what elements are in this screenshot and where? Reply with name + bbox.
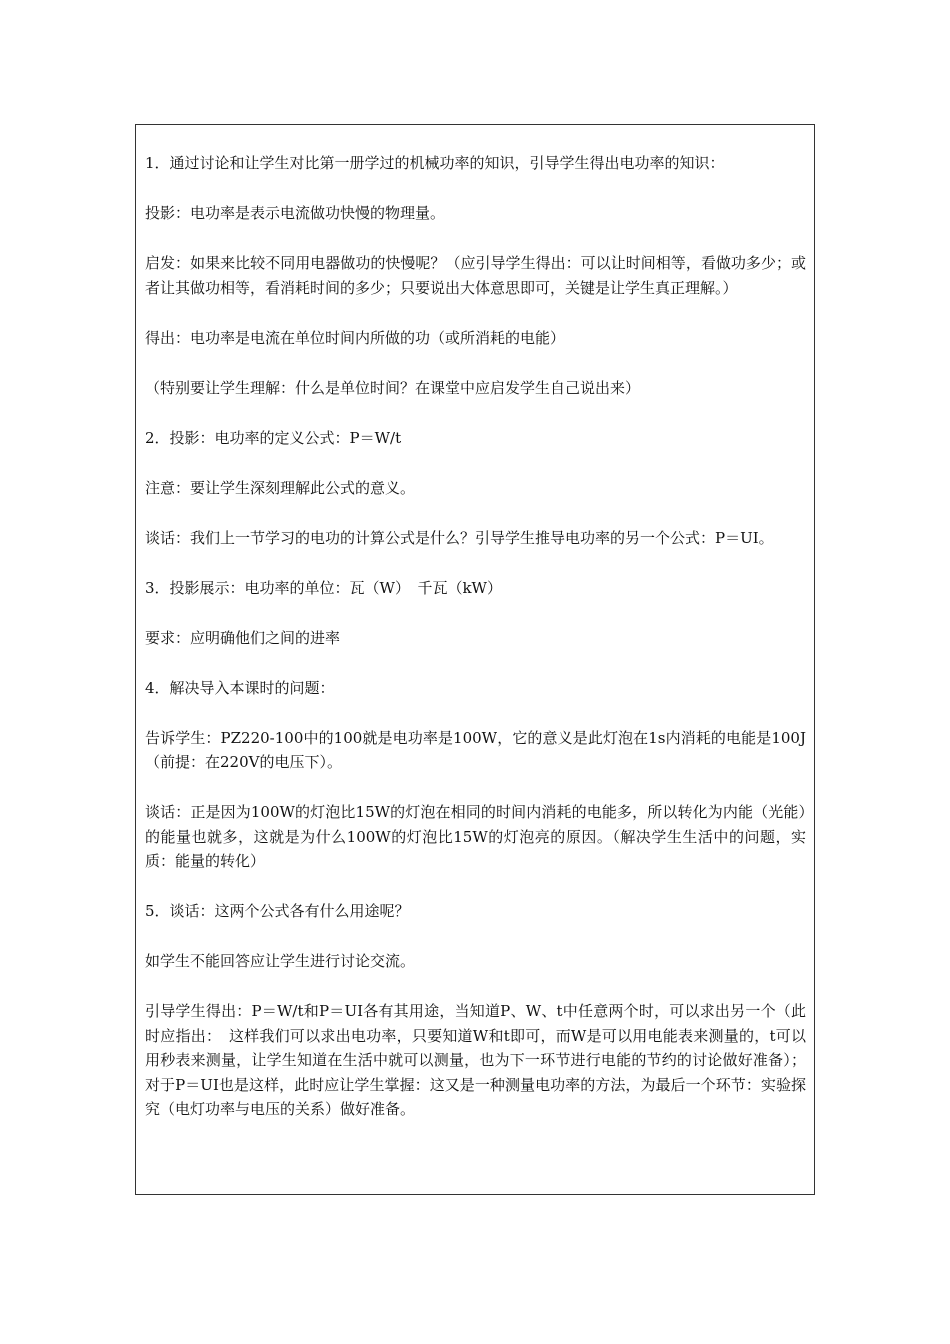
- paragraph-4: 得出：电功率是电流在单位时间内所做的功（或所消耗的电能）: [145, 328, 566, 347]
- paragraph-10: 要求：应明确他们之间的进率: [145, 628, 341, 647]
- paragraph-16: 引导学生得出：P＝W/t和P＝UI各有其用途，当知道P、W、t中任意两个时，可以求出另一个（此时应指出： 这样我们可以求出电功率，只要知道W和t即可，而W是可以用电能表来测量的，t可以用秒表来测量，让学生知道在生活中就可以测量，也为下一环节进行电能的节约的讨论做好准备）；对于P＝UI也是这样，此时应让学生掌握：这又是一种测量电功率的方法，为最后一个环节：实验探究（电灯功率与电压的关系）做好准备。: [145, 1002, 806, 1118]
- paragraph-5: （特别要让学生理解：什么是单位时间？在课堂中应启发学生自己说出来）: [145, 378, 641, 397]
- paragraph-9: 3．投影展示：电功率的单位：瓦（W） 千瓦（kW）: [145, 578, 502, 597]
- paragraph-2: 投影：电功率是表示电流做功快慢的物理量。: [145, 204, 446, 222]
- paragraph-12: 告诉学生：PZ220-100中的100就是电功率是100W，它的意义是此灯泡在1s内消耗的电能是100J（前提：在220V的电压下）。: [145, 728, 806, 771]
- lesson-content-box: [135, 124, 815, 1195]
- paragraph-11: 4．解决导入本课时的问题：: [145, 678, 335, 697]
- paragraph-3: 启发：如果来比较不同用电器做功的快慢呢？（应引导学生得出：可以让时间相等，看做功多少；或者让其做功相等，看消耗时间的多少；只要说出大体意思即可，关键是让学生真正理解。）: [145, 254, 806, 297]
- paragraph-6: 2．投影：电功率的定义公式：P＝W/t: [145, 428, 402, 447]
- paragraph-1: 1．通过讨论和让学生对比第一册学过的机械功率的知识，引导学生得出电功率的知识：: [145, 154, 725, 172]
- paragraph-14: 5．谈话：这两个公式各有什么用途呢？: [145, 902, 410, 920]
- paragraph-7: 注意：要让学生深刻理解此公式的意义。: [145, 478, 416, 497]
- paragraph-13: 谈话：正是因为100W的灯泡比15W的灯泡在相同的时间内消耗的电能多，所以转化为内能（光能）的能量也就多，这就是为什么100W的灯泡比15W的灯泡亮的原因。（解决学生生活中的问题，实质：能量的转化）: [145, 803, 806, 870]
- paragraph-15: 如学生不能回答应让学生进行讨论交流。: [145, 952, 416, 970]
- paragraph-8: 谈话：我们上一节学习的电功的计算公式是什么？引导学生推导电功率的另一个公式：P＝UI。: [145, 528, 774, 547]
